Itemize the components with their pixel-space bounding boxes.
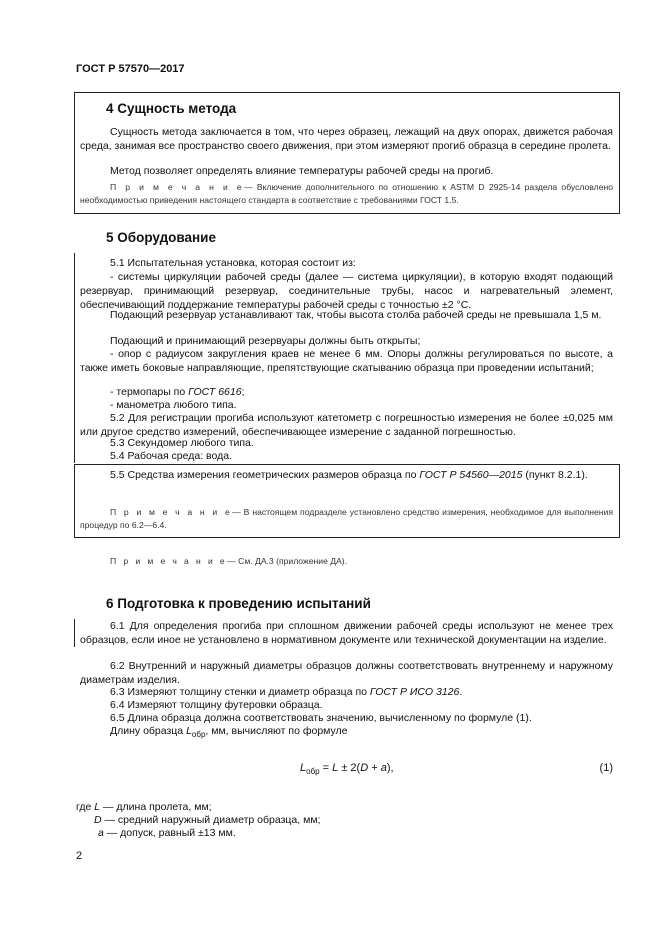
formula-number: (1)	[599, 762, 613, 774]
section-5-paragraph-3: Подающий резервуар устанавливают так, чтобы высота столба рабочей среды не превышала 1,5 м.	[110, 309, 602, 321]
section-5-paragraph-6	[80, 386, 613, 400]
section-5-paragraph-4: Подающий и принимающий резервуары должны быть открыты;	[110, 335, 421, 347]
legend-a	[98, 827, 236, 841]
text: 5.5 Средства измерения геометрических размеров образца по	[110, 469, 420, 481]
formula-subscript: обр	[306, 767, 320, 777]
section-5-paragraph-8: 5.2 Для регистрации прогиба используют катетометр с погрешностью измерения не более ±0,025 мм или другое средство измерений, обеспечивающее измерение с заданной погрешностью.	[80, 412, 613, 438]
text: ± 2(	[338, 762, 361, 774]
variable-L: L	[332, 762, 339, 774]
section-4-paragraph-2: Метод позволяет определять влияние температуры рабочей среды на прогиб.	[110, 165, 494, 177]
text: Длину образца	[110, 725, 187, 737]
section-6-left-bracket	[74, 619, 75, 647]
variable-a: a	[98, 827, 104, 839]
section-5-5-note	[80, 506, 613, 532]
text: +	[368, 762, 381, 774]
note-label: П р и м е ч а н и е	[110, 182, 245, 192]
note-text: — В настоящем подразделе установлено средство измерения, необходимое для выполнения процедур по 6.2—6.4.	[80, 507, 613, 530]
section-6-paragraph-5: 6.5 Длина образца должна соответствовать значению, вычисленному по формуле (1).	[110, 712, 532, 724]
text: =	[319, 762, 333, 774]
standard-header: ГОСТ Р 57570—2017	[76, 63, 185, 75]
text: — длина пролета, мм;	[100, 801, 212, 813]
note-label: П р и м е ч а н и е	[110, 507, 233, 517]
section-5-title: 5 Оборудование	[106, 230, 216, 245]
section-6-paragraph-3	[80, 686, 613, 700]
section-6-paragraph-2: 6.2 Внутренний и наружный диаметры образцов должны соответствовать внутреннему и наружному диаметрам изделия.	[80, 660, 613, 686]
legend-D	[94, 814, 320, 828]
variable-L: L	[186, 725, 192, 737]
section-6-paragraph-1: 6.1 Для определения прогиба при сплошном движении рабочей среды используют не менее трех образцов, если иное не установлено в нормативном документе или технической документации на изделие.	[80, 620, 613, 646]
section-5-paragraph-5: - опор с радиусом закругления краев не менее 6 мм. Опоры должны регулироваться по высоте, а также иметь боковые направляющие, препятствующие скатыванию образца при проведении испытаний;	[80, 348, 613, 374]
section-6-title: 6 Подготовка к проведению испытаний	[106, 596, 371, 611]
variable-D: D	[360, 762, 369, 774]
text: ),	[386, 762, 394, 774]
text: (пункт 8.2.1).	[522, 469, 588, 481]
gost-iso-3126-reference: ГОСТ Р ИСО 3126	[369, 686, 460, 698]
text: , мм, вычисляют по формуле	[205, 725, 348, 737]
text: 6.3 Измеряют толщину стенки и диаметр образца по	[110, 686, 370, 698]
text: — допуск, равный ±13 мм.	[103, 827, 236, 839]
gost-54560-reference: ГОСТ Р 54560—2015	[419, 469, 523, 481]
formula-1	[300, 762, 394, 776]
section-4-note	[80, 181, 613, 207]
section-5-paragraph-9: 5.3 Секундомер любого типа.	[110, 437, 254, 449]
note-text: — См. ДА.3 (приложение ДА).	[227, 556, 348, 566]
section-5-note	[80, 555, 613, 568]
section-5-paragraph-10: 5.4 Рабочая среда: вода.	[110, 450, 232, 462]
section-5-paragraph-7: - манометра любого типа.	[110, 399, 237, 411]
gost-6616-reference: ГОСТ 6616	[188, 386, 242, 398]
note-text: — Включение дополнительного по отношению к ASTM D 2925-14 раздела обусловлено необходимостью приведения настоящего стандарта в соответствие с требованиями ГОСТ 1.5.	[80, 182, 613, 205]
legend-L	[76, 801, 212, 815]
formula-lhs: L	[300, 762, 307, 774]
text: - термопары по	[110, 386, 189, 398]
note-label: П р и м е ч а н и е	[110, 556, 228, 566]
subscript: обр	[191, 730, 206, 740]
text: — средний наружный диаметр образца, мм;	[101, 814, 321, 826]
variable-D: D	[94, 814, 102, 826]
section-4-title: 4 Сущность метода	[106, 101, 237, 116]
text: .	[459, 686, 463, 698]
section-4-paragraph-1: Сущность метода заключается в том, что через образец, лежащий на двух опорах, движется рабочая среда, занимая все пространство своего движения, при этом измеряют прогиб образца в середине пролета.	[80, 126, 613, 152]
page-number: 2	[76, 850, 83, 862]
text: ;	[241, 386, 245, 398]
section-5-paragraph-2: - системы циркуляции рабочей среды (далее — система циркуляции), в которую входят подающий резервуар, принимающий резервуар, соединительные трубы, насос и нагревательный элемент, обеспечивающий поддержание температуры рабочей среды с точностью ±2 °С.	[80, 271, 613, 311]
section-6-paragraph-4: 6.4 Измеряют толщину футеровки образца.	[110, 699, 323, 711]
section-5-left-bracket	[74, 253, 75, 463]
variable-a: a	[380, 762, 387, 774]
section-5-5-paragraph	[80, 469, 613, 483]
section-5-paragraph-1: 5.1 Испытательная установка, которая состоит из:	[110, 257, 356, 269]
variable-L: L	[94, 801, 101, 813]
text: где	[76, 801, 95, 813]
section-6-paragraph-6	[80, 725, 613, 742]
